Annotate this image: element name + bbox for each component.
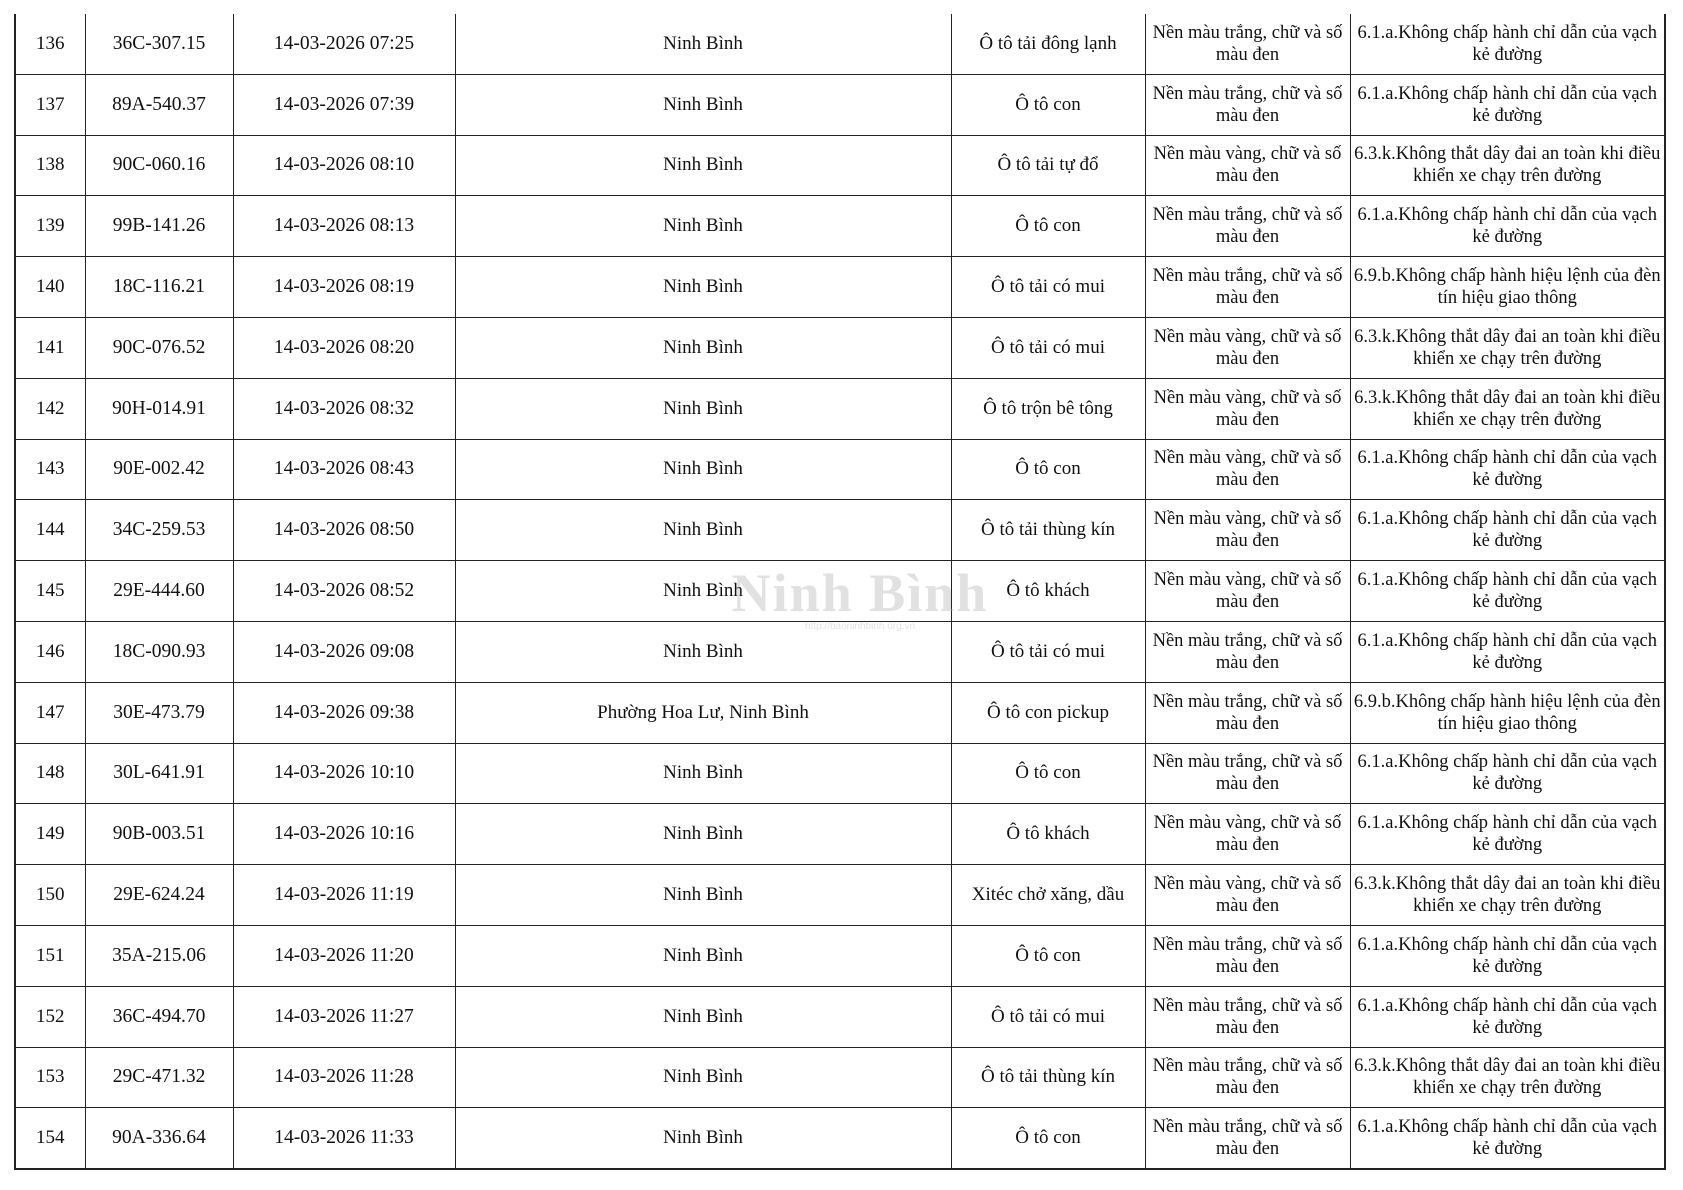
stt-cell: 144 xyxy=(15,500,85,561)
violation-cell: 6.3.k.Không thắt dây đai an toàn khi điều khiển xe chạy trên đường xyxy=(1350,378,1665,439)
violation-cell: 6.1.a.Không chấp hành chỉ dẫn của vạch kẻ đường xyxy=(1350,500,1665,561)
vehicle-type-cell: Ô tô trộn bê tông xyxy=(951,378,1145,439)
plate-color-cell: Nền màu vàng, chữ và số màu đen xyxy=(1145,561,1350,622)
plate-color-cell: Nền màu trắng, chữ và số màu đen xyxy=(1145,196,1350,257)
violation-cell: 6.3.k.Không thắt dây đai an toàn khi điều khiển xe chạy trên đường xyxy=(1350,135,1665,196)
stt-cell: 148 xyxy=(15,743,85,804)
stt-cell: 139 xyxy=(15,196,85,257)
location-cell: Ninh Bình xyxy=(455,1047,951,1108)
stt-cell: 141 xyxy=(15,317,85,378)
time-cell: 14-03-2026 08:13 xyxy=(233,196,455,257)
vehicle-type-cell: Ô tô con xyxy=(951,74,1145,135)
table-row xyxy=(15,439,1665,500)
stt-cell: 142 xyxy=(15,378,85,439)
table-row xyxy=(15,257,1665,318)
stt-cell: 137 xyxy=(15,74,85,135)
vehicle-type-cell: Ô tô khách xyxy=(951,561,1145,622)
table-row xyxy=(15,74,1665,135)
table-row xyxy=(15,804,1665,865)
plate-color-cell: Nền màu trắng, chữ và số màu đen xyxy=(1145,682,1350,743)
stt-cell: 150 xyxy=(15,865,85,926)
violation-cell: 6.3.k.Không thắt dây đai an toàn khi điều khiển xe chạy trên đường xyxy=(1350,1047,1665,1108)
table-row xyxy=(15,743,1665,804)
plate-color-cell: Nền màu trắng, chữ và số màu đen xyxy=(1145,1047,1350,1108)
location-cell: Ninh Bình xyxy=(455,1108,951,1169)
location-cell: Ninh Bình xyxy=(455,804,951,865)
time-cell: 14-03-2026 08:52 xyxy=(233,561,455,622)
plate-color-cell: Nền màu trắng, chữ và số màu đen xyxy=(1145,743,1350,804)
vehicle-type-cell: Ô tô con xyxy=(951,196,1145,257)
plate-cell: 99B-141.26 xyxy=(85,196,233,257)
table-body xyxy=(15,14,1665,1169)
location-cell: Ninh Bình xyxy=(455,865,951,926)
violation-cell: 6.1.a.Không chấp hành chỉ dẫn của vạch kẻ đường xyxy=(1350,439,1665,500)
plate-cell: 18C-116.21 xyxy=(85,257,233,318)
vehicle-type-cell: Ô tô con pickup xyxy=(951,682,1145,743)
table-row xyxy=(15,925,1665,986)
table-row xyxy=(15,14,1665,74)
plate-cell: 90H-014.91 xyxy=(85,378,233,439)
violation-cell: 6.1.a.Không chấp hành chỉ dẫn của vạch kẻ đường xyxy=(1350,561,1665,622)
watermark-text: Ninh Bình xyxy=(731,563,989,623)
plate-color-cell: Nền màu vàng, chữ và số màu đen xyxy=(1145,439,1350,500)
violation-cell: 6.1.a.Không chấp hành chỉ dẫn của vạch kẻ đường xyxy=(1350,196,1665,257)
plate-color-cell: Nền màu vàng, chữ và số màu đen xyxy=(1145,317,1350,378)
table-row xyxy=(15,1108,1665,1169)
stt-cell: 138 xyxy=(15,135,85,196)
table-row xyxy=(15,865,1665,926)
stt-cell: 136 xyxy=(15,14,85,74)
location-cell: Ninh Bình xyxy=(455,257,951,318)
plate-color-cell: Nền màu vàng, chữ và số màu đen xyxy=(1145,378,1350,439)
violation-cell: 6.1.a.Không chấp hành chỉ dẫn của vạch kẻ đường xyxy=(1350,621,1665,682)
location-cell: Ninh Bình xyxy=(455,135,951,196)
table-row xyxy=(15,1047,1665,1108)
plate-color-cell: Nền màu trắng, chữ và số màu đen xyxy=(1145,74,1350,135)
table-row xyxy=(15,561,1665,622)
violation-cell: 6.9.b.Không chấp hành hiệu lệnh của đèn tín hiệu giao thông xyxy=(1350,682,1665,743)
plate-cell: 34C-259.53 xyxy=(85,500,233,561)
table-row xyxy=(15,500,1665,561)
table-row xyxy=(15,378,1665,439)
plate-cell: 35A-215.06 xyxy=(85,925,233,986)
violation-cell: 6.1.a.Không chấp hành chỉ dẫn của vạch kẻ đường xyxy=(1350,14,1665,74)
stt-cell: 151 xyxy=(15,925,85,986)
plate-color-cell: Nền màu trắng, chữ và số màu đen xyxy=(1145,925,1350,986)
plate-color-cell: Nền màu trắng, chữ và số màu đen xyxy=(1145,257,1350,318)
location-cell: Ninh Bình xyxy=(455,439,951,500)
location-cell: Ninh Bình xyxy=(455,317,951,378)
location-cell: Ninh Bình xyxy=(455,74,951,135)
time-cell: 14-03-2026 08:50 xyxy=(233,500,455,561)
plate-cell: 90C-060.16 xyxy=(85,135,233,196)
time-cell: 14-03-2026 10:10 xyxy=(233,743,455,804)
time-cell: 14-03-2026 09:38 xyxy=(233,682,455,743)
time-cell: 14-03-2026 08:20 xyxy=(233,317,455,378)
table-row xyxy=(15,196,1665,257)
location-cell: Ninh Bình xyxy=(455,743,951,804)
time-cell: 14-03-2026 08:19 xyxy=(233,257,455,318)
plate-color-cell: Nền màu trắng, chữ và số màu đen xyxy=(1145,986,1350,1047)
location-cell: Ninh Bình xyxy=(455,196,951,257)
violation-cell: 6.1.a.Không chấp hành chỉ dẫn của vạch kẻ đường xyxy=(1350,74,1665,135)
time-cell: 14-03-2026 11:28 xyxy=(233,1047,455,1108)
table-row xyxy=(15,135,1665,196)
plate-cell: 90C-076.52 xyxy=(85,317,233,378)
plate-cell: 29E-624.24 xyxy=(85,865,233,926)
plate-cell: 18C-090.93 xyxy=(85,621,233,682)
vehicle-type-cell: Ô tô tải có mui xyxy=(951,986,1145,1047)
violation-cell: 6.1.a.Không chấp hành chỉ dẫn của vạch kẻ đường xyxy=(1350,743,1665,804)
violation-cell: 6.1.a.Không chấp hành chỉ dẫn của vạch kẻ đường xyxy=(1350,925,1665,986)
vehicle-type-cell: Ô tô con xyxy=(951,1108,1145,1169)
plate-color-cell: Nền màu trắng, chữ và số màu đen xyxy=(1145,621,1350,682)
plate-color-cell: Nền màu vàng, chữ và số màu đen xyxy=(1145,865,1350,926)
table-row xyxy=(15,317,1665,378)
violations-table xyxy=(14,14,1666,1170)
stt-cell: 152 xyxy=(15,986,85,1047)
plate-color-cell: Nền màu vàng, chữ và số màu đen xyxy=(1145,135,1350,196)
location-cell: Ninh Bình xyxy=(455,14,951,74)
location-cell: Ninh Bình xyxy=(455,925,951,986)
violation-cell: 6.3.k.Không thắt dây đai an toàn khi điều khiển xe chạy trên đường xyxy=(1350,865,1665,926)
plate-color-cell: Nền màu trắng, chữ và số màu đen xyxy=(1145,1108,1350,1169)
time-cell: 14-03-2026 07:25 xyxy=(233,14,455,74)
plate-color-cell: Nền màu vàng, chữ và số màu đen xyxy=(1145,500,1350,561)
stt-cell: 153 xyxy=(15,1047,85,1108)
location-cell: Ninh Bình xyxy=(455,561,951,622)
time-cell: 14-03-2026 10:16 xyxy=(233,804,455,865)
time-cell: 14-03-2026 11:27 xyxy=(233,986,455,1047)
time-cell: 14-03-2026 11:33 xyxy=(233,1108,455,1169)
plate-cell: 89A-540.37 xyxy=(85,74,233,135)
plate-cell: 30L-641.91 xyxy=(85,743,233,804)
stt-cell: 146 xyxy=(15,621,85,682)
watermark-url: http://baoninhbinh.org.vn xyxy=(804,621,916,632)
time-cell: 14-03-2026 07:39 xyxy=(233,74,455,135)
vehicle-type-cell: Xitéc chở xăng, dầu xyxy=(951,865,1145,926)
vehicle-type-cell: Ô tô tải có mui xyxy=(951,317,1145,378)
plate-color-cell: Nền màu trắng, chữ và số màu đen xyxy=(1145,14,1350,74)
stt-cell: 140 xyxy=(15,257,85,318)
vehicle-type-cell: Ô tô con xyxy=(951,439,1145,500)
time-cell: 14-03-2026 09:08 xyxy=(233,621,455,682)
plate-cell: 90B-003.51 xyxy=(85,804,233,865)
plate-cell: 30E-473.79 xyxy=(85,682,233,743)
table-row xyxy=(15,682,1665,743)
vehicle-type-cell: Ô tô con xyxy=(951,925,1145,986)
plate-cell: 36C-494.70 xyxy=(85,986,233,1047)
vehicle-type-cell: Ô tô tải tự đổ xyxy=(951,135,1145,196)
plate-color-cell: Nền màu vàng, chữ và số màu đen xyxy=(1145,804,1350,865)
time-cell: 14-03-2026 08:43 xyxy=(233,439,455,500)
stt-cell: 145 xyxy=(15,561,85,622)
time-cell: 14-03-2026 08:32 xyxy=(233,378,455,439)
stt-cell: 149 xyxy=(15,804,85,865)
plate-cell: 36C-307.15 xyxy=(85,14,233,74)
stt-cell: 154 xyxy=(15,1108,85,1169)
violation-cell: 6.1.a.Không chấp hành chỉ dẫn của vạch kẻ đường xyxy=(1350,1108,1665,1169)
location-cell: Ninh Bình xyxy=(455,378,951,439)
vehicle-type-cell: Ô tô tải có mui xyxy=(951,257,1145,318)
table-row xyxy=(15,621,1665,682)
violation-cell: 6.1.a.Không chấp hành chỉ dẫn của vạch kẻ đường xyxy=(1350,804,1665,865)
plate-cell: 90A-336.64 xyxy=(85,1108,233,1169)
time-cell: 14-03-2026 11:19 xyxy=(233,865,455,926)
vehicle-type-cell: Ô tô khách xyxy=(951,804,1145,865)
vehicle-type-cell: Ô tô tải thùng kín xyxy=(951,1047,1145,1108)
location-cell: Phường Hoa Lư, Ninh Bình xyxy=(455,682,951,743)
violation-cell: 6.9.b.Không chấp hành hiệu lệnh của đèn tín hiệu giao thông xyxy=(1350,257,1665,318)
plate-cell: 90E-002.42 xyxy=(85,439,233,500)
location-cell: Ninh Bình xyxy=(455,986,951,1047)
vehicle-type-cell: Ô tô tải đông lạnh xyxy=(951,14,1145,74)
stt-cell: 143 xyxy=(15,439,85,500)
vehicle-type-cell: Ô tô con xyxy=(951,743,1145,804)
vehicle-type-cell: Ô tô tải thùng kín xyxy=(951,500,1145,561)
plate-cell: 29E-444.60 xyxy=(85,561,233,622)
vehicle-type-cell: Ô tô tải có mui xyxy=(951,621,1145,682)
table-row xyxy=(15,986,1665,1047)
plate-cell: 29C-471.32 xyxy=(85,1047,233,1108)
location-cell: Ninh Bình xyxy=(455,621,951,682)
time-cell: 14-03-2026 11:20 xyxy=(233,925,455,986)
location-cell: Ninh Bình xyxy=(455,500,951,561)
violation-cell: 6.3.k.Không thắt dây đai an toàn khi điều khiển xe chạy trên đường xyxy=(1350,317,1665,378)
stt-cell: 147 xyxy=(15,682,85,743)
violation-cell: 6.1.a.Không chấp hành chỉ dẫn của vạch kẻ đường xyxy=(1350,986,1665,1047)
time-cell: 14-03-2026 08:10 xyxy=(233,135,455,196)
document-page xyxy=(14,14,1664,1170)
